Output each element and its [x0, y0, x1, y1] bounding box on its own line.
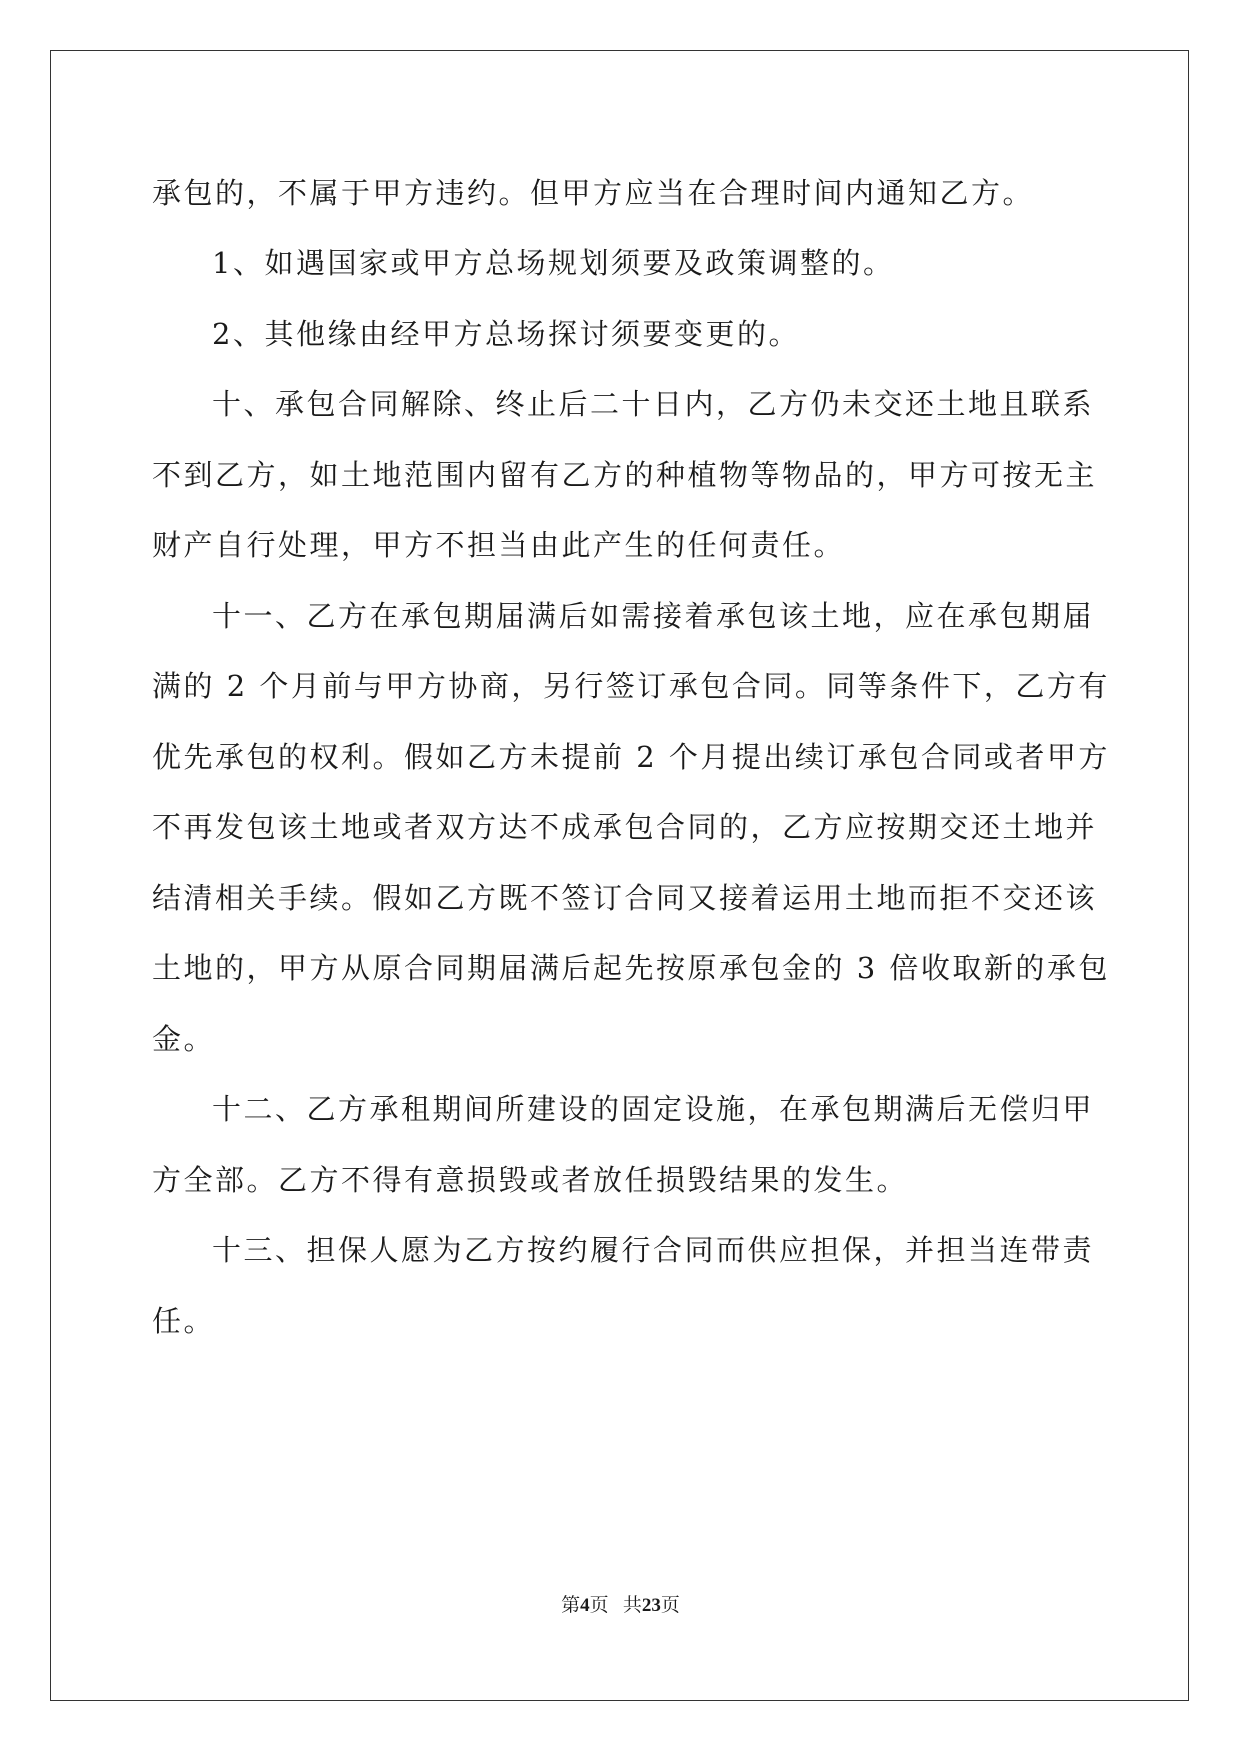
text-line: 十三、担保人愿为乙方按约履行合同而供应担保，并担当连带责	[212, 1233, 1095, 1267]
text-line: 满的 2 个月前与甲方协商，另行签订承包合同。同等条件下，乙方有	[152, 669, 1110, 703]
text-line: 十、承包合同解除、终止后二十日内，乙方仍未交还土地且联系	[212, 387, 1095, 421]
text-line: 十一、乙方在承包期届满后如需接着承包该土地，应在承包期届	[212, 599, 1095, 633]
page-total: 23	[641, 1595, 661, 1616]
total-prefix: 共	[622, 1595, 642, 1616]
page-unit: 页	[589, 1595, 609, 1616]
text-line: 金。	[152, 1022, 216, 1056]
text-line: 承包的，不属于甲方违约。但甲方应当在合理时间内通知乙方。	[152, 176, 1035, 210]
text-line: 结清相关手续。假如乙方既不签订合同又接着运用土地而拒不交还该	[152, 881, 1098, 915]
text-line: 土地的，甲方从原合同期届满后起先按原承包金的 3 倍收取新的承包	[152, 951, 1110, 985]
text-line: 任。	[152, 1304, 216, 1338]
text-line: 1、如遇国家或甲方总场规划须要及政策调整的。	[212, 246, 895, 280]
text-line: 财产自行处理，甲方不担当由此产生的任何责任。	[152, 528, 846, 562]
text-line: 优先承包的权利。假如乙方未提前 2 个月提出续订承包合同或者甲方	[152, 740, 1110, 774]
total-unit: 页	[660, 1595, 680, 1616]
page-footer	[0, 1594, 1241, 1618]
page-number: 4	[580, 1595, 590, 1616]
text-line: 不再发包该土地或者双方达不成承包合同的，乙方应按期交还土地并	[152, 810, 1098, 844]
text-line: 2、其他缘由经甲方总场探讨须要变更的。	[212, 317, 800, 351]
text-line: 十二、乙方承租期间所建设的固定设施，在承包期满后无偿归甲	[212, 1092, 1095, 1126]
text-line: 不到乙方，如土地范围内留有乙方的种植物等物品的，甲方可按无主	[152, 458, 1098, 492]
text-line: 方全部。乙方不得有意损毁或者放任损毁结果的发生。	[152, 1163, 909, 1197]
page-prefix: 第	[561, 1595, 581, 1616]
